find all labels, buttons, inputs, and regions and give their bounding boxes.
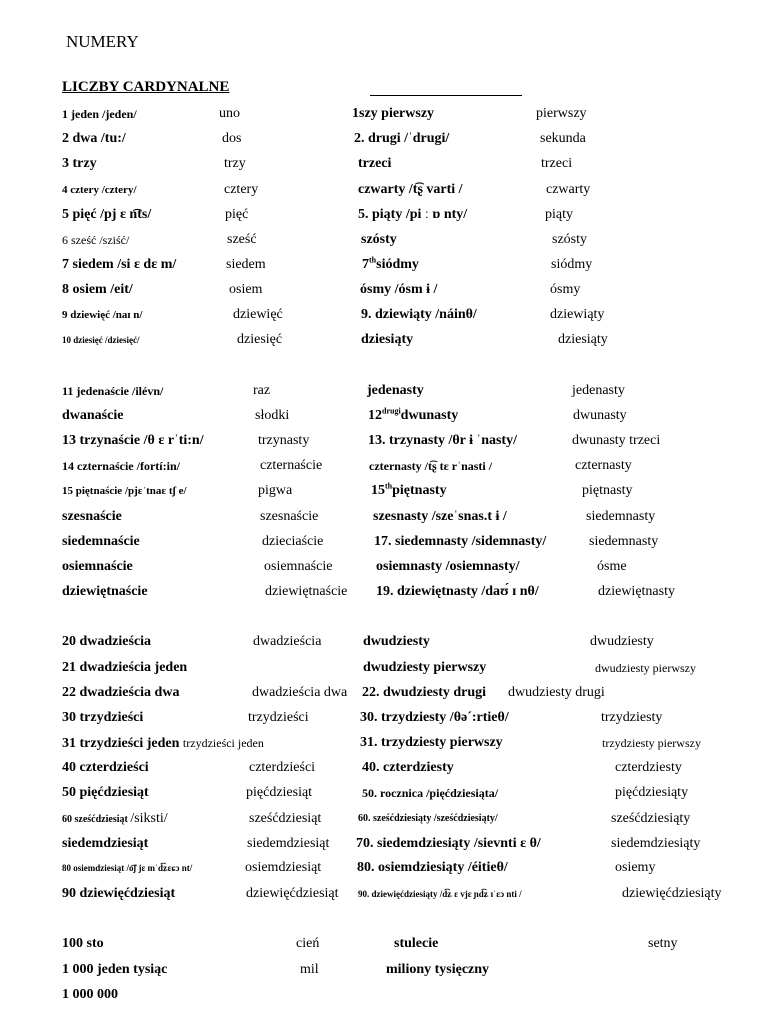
translation-cell: czternaście: [260, 458, 323, 473]
cardinal-cell: 40 czterdzieści: [62, 760, 149, 775]
number-row: [0, 961, 768, 981]
cardinal-cell: 5 pięć /pj ɛ n͡ts/: [62, 207, 152, 222]
ordinal-translation-cell: dwudziesty: [590, 634, 654, 649]
number-row: [0, 684, 768, 704]
ordinal-cell: 17. siedemnasty /sidemnasty/: [374, 534, 547, 549]
cardinal-cell: [62, 810, 168, 829]
ordinal-translation-cell: sekunda: [540, 131, 586, 146]
translation-cell: osiem: [229, 282, 263, 297]
translation-cell: pięćdziesiąt: [246, 785, 313, 800]
ordinal-translation-cell: siedemnasty: [589, 534, 659, 549]
ordinal-cell: 31. trzydziesty pierwszy: [360, 735, 503, 750]
translation-cell: mil: [300, 962, 319, 977]
number-row: [0, 633, 768, 653]
translation-cell: siedem: [226, 257, 266, 272]
ordinal-translation-cell: dziewięćdziesiąty: [622, 886, 722, 901]
number-row: [0, 835, 768, 855]
cardinal-cell: 100 sto: [62, 936, 104, 951]
translation-cell: dwadzieścia dwa: [252, 685, 348, 700]
ordinal-cell: miliony tysięczny: [386, 962, 490, 977]
ordinal-cell: 50. rocznica /pięćdziesiąta/: [362, 786, 499, 800]
ordinal-translation-cell: pięćdziesiąty: [615, 785, 689, 800]
number-row: [0, 130, 768, 150]
ordinal-cell: 9. dziewiąty /náinθ/: [361, 307, 477, 322]
cardinal-cell: 1 000 jeden tysiąc: [62, 962, 168, 977]
translation-cell: pięć: [225, 207, 249, 222]
ordinal-suffix: th: [385, 481, 393, 491]
ordinal-translation-cell: czterdziesty: [615, 760, 682, 775]
translation-cell: słodki: [255, 408, 290, 423]
number-row: [0, 306, 768, 326]
translation-cell: czterdzieści: [249, 760, 316, 775]
number-row: [0, 105, 768, 125]
blank-underline: [370, 95, 522, 96]
ordinal-translation-cell: czternasty: [575, 458, 632, 473]
cardinal-cell: dziewiętnaście: [62, 584, 148, 599]
ordinal-cell: [368, 407, 458, 425]
ordinal-cell: 5. piąty /pi ː ɒ nty/: [358, 207, 468, 222]
ordinal-cell: dwudziesty pierwszy: [363, 660, 487, 675]
ordinal-cell: stulecie: [394, 936, 439, 951]
ordinal-cell: 80. osiemdziesiąty /éitieθ/: [357, 860, 508, 875]
ordinal-translation-cell: dziewiętnasty: [598, 584, 675, 599]
number-row: [0, 583, 768, 603]
ordinal-translation-cell: dziesiąty: [558, 332, 608, 347]
ordinal-translation-cell: trzydziesty pierwszy: [602, 736, 701, 750]
ordinal-translation-cell: osiemy: [615, 860, 656, 875]
number-row: [0, 508, 768, 528]
cardinal-cell: siedemdziesiąt: [62, 836, 149, 851]
ordinal-word: siódmy: [376, 257, 419, 272]
cardinal-cell: 1 jeden /jeden/: [62, 107, 137, 121]
ordinal-cell: dwudziesty: [363, 634, 430, 649]
ordinal-cell: czwarty /t͡ʂ varti /: [358, 182, 463, 197]
cardinal-translation-inline: trzydzieści jeden: [182, 736, 264, 750]
cardinal-cell: szesnaście: [62, 509, 122, 524]
ordinal-cell: 40. czterdziesty: [362, 760, 454, 775]
number-row: [0, 533, 768, 553]
ordinal-cell: 19. dziewiętnasty /daʊ́ ɪ nθ/: [376, 584, 539, 599]
translation-cell: sześćdziesiąt: [249, 811, 322, 826]
translation-cell: osiemnaście: [264, 559, 333, 574]
cardinal-cell: 7 siedem /si ɛ dɛ m/: [62, 257, 177, 272]
number-row: [0, 231, 768, 251]
cardinal-cell: 6 sześć /sziść/: [62, 233, 130, 247]
translation-cell: siedemdziesiąt: [247, 836, 330, 851]
cardinal-cell: 14 czternaście /fortí:in/: [62, 459, 180, 473]
ordinal-number: 12: [368, 408, 382, 423]
ordinal-translation-cell: dwudziesty pierwszy: [595, 661, 696, 675]
ordinal-cell: jedenasty: [367, 383, 424, 398]
ordinal-cell: 22. dwudziesty drugi: [362, 685, 487, 700]
ordinal-cell: trzeci: [358, 156, 392, 171]
cardinal-cell: 80 osiemdziesiąt /o͡ʃ jɛ mˈd͡ʑɛɕɔ nt/: [62, 863, 193, 873]
ordinal-translation-cell: czwarty: [546, 182, 591, 197]
ordinal-translation-cell: sześćdziesiąty: [611, 811, 691, 826]
ordinal-cell: [362, 256, 419, 274]
ordinal-cell: szósty: [361, 232, 397, 247]
number-row: [0, 885, 768, 905]
cardinal-cell: 3 trzy: [62, 156, 97, 171]
translation-cell: sześć: [227, 232, 257, 247]
cardinal-text: 60 sześćdziesiąt: [62, 814, 128, 825]
translation-cell: uno: [219, 106, 240, 121]
number-row: [0, 784, 768, 804]
cardinal-cell: 11 jedenaście /ilévn/: [62, 384, 164, 398]
cardinal-cell: 9 dziewięć /naɪ n/: [62, 309, 143, 321]
ordinal-cell: [371, 482, 447, 500]
ordinal-translation-cell: jedenasty: [572, 383, 625, 398]
cardinal-cell: 50 pięćdziesiąt: [62, 785, 149, 800]
translation-cell: szesnaście: [260, 509, 319, 524]
translation-cell: dwadzieścia: [253, 634, 322, 649]
ordinal-translation-cell: pierwszy: [536, 106, 587, 121]
ordinal-cell: czternasty /t͡ʂ tɛ rˈnasti /: [369, 459, 493, 473]
cardinal-cell: [62, 734, 264, 753]
cardinal-pronunciation: /siksti/: [130, 811, 168, 826]
translation-cell: dos: [222, 131, 242, 146]
cardinal-cell: 20 dwadzieścia: [62, 634, 152, 649]
ordinal-translation-cell: siódmy: [551, 257, 593, 272]
translation-cell: dzieciaście: [262, 534, 324, 549]
ordinal-suffix: drugi: [382, 406, 401, 416]
ordinal-translation-cell: dwunasty: [573, 408, 627, 423]
ordinal-translation-cell: setny: [648, 936, 678, 951]
number-row: [0, 281, 768, 301]
cardinal-cell: 30 trzydzieści: [62, 710, 144, 725]
ordinal-translation-cell: ósme: [597, 559, 627, 574]
cardinal-cell: 2 dwa /tu:/: [62, 131, 126, 146]
cardinal-cell: dwanaście: [62, 408, 124, 423]
number-row: [0, 659, 768, 679]
ordinal-number: 15: [371, 483, 385, 498]
number-row: [0, 734, 768, 754]
translation-cell: dziewiętnaście: [265, 584, 348, 599]
number-row: [0, 181, 768, 201]
ordinal-cell: szesnasty /szeˈsnas.t ɨ /: [373, 509, 507, 524]
cardinal-cell: 22 dwadzieścia dwa: [62, 685, 180, 700]
number-row: [0, 382, 768, 402]
ordinal-translation-cell: dziewiąty: [550, 307, 605, 322]
number-row: [0, 256, 768, 276]
ordinal-translation-cell: dwunasty trzeci: [572, 433, 661, 448]
number-row: [0, 709, 768, 729]
number-row: [0, 759, 768, 779]
number-row: [0, 206, 768, 226]
translation-cell: dziewięć: [233, 307, 283, 322]
ordinal-translation-cell: trzydziesty: [601, 710, 663, 725]
translation-cell: trzydzieści: [248, 710, 309, 725]
translation-cell: osiemdziesiąt: [245, 860, 322, 875]
number-row: [0, 935, 768, 955]
cardinal-text: 31 trzydzieści jeden: [62, 736, 180, 751]
ordinal-translation-cell: piąty: [545, 207, 573, 222]
translation-cell: trzynasty: [258, 433, 310, 448]
cardinal-cell: 90 dziewięćdziesiąt: [62, 886, 176, 901]
ordinal-cell: 60. sześćdziesiąty /sześćdziesiąty/: [358, 813, 498, 824]
ordinal-translation-cell: siedemdziesiąty: [611, 836, 701, 851]
number-row: [0, 482, 768, 502]
cardinal-cell: 8 osiem /eit/: [62, 282, 133, 297]
number-row: [0, 432, 768, 452]
translation-cell: cztery: [224, 182, 259, 197]
ordinal-cell: 1szy pierwszy: [352, 106, 435, 121]
ordinal-cell: ósmy /ósm ɨ /: [360, 282, 438, 297]
cardinal-cell: 1 000 000: [62, 987, 118, 1002]
number-row: [0, 155, 768, 175]
number-row: [0, 331, 768, 351]
cardinal-cell: 21 dwadzieścia jeden: [62, 660, 188, 675]
ordinal-cell: 2. drugi /ˈdrugi/: [354, 131, 450, 146]
ordinal-cell: dziesiąty: [361, 332, 414, 347]
translation-cell: trzy: [224, 156, 246, 171]
number-row: [0, 859, 768, 879]
cardinal-cell: 10 dziesięć /dziesięć/: [62, 335, 140, 345]
translation-cell: pigwa: [258, 483, 293, 498]
cardinal-cell: 13 trzynaście /θ ɛ rˈti:n/: [62, 433, 204, 448]
ordinal-cell: osiemnasty /osiemnasty/: [376, 559, 520, 574]
cardinal-cell: 15 piętnaście /pjɛˈtnaɛ tʃ e/: [62, 485, 187, 497]
number-row: [0, 810, 768, 830]
cardinal-cell: 4 cztery /cztery/: [62, 184, 137, 196]
ordinal-number: 7: [362, 257, 369, 272]
page-title: NUMERY: [66, 32, 139, 51]
translation-cell: cień: [296, 936, 320, 951]
number-row: [0, 407, 768, 427]
translation-cell: raz: [253, 383, 271, 398]
ordinal-translation-cell: ósmy: [550, 282, 581, 297]
translation-cell: dziewięćdziesiąt: [246, 886, 339, 901]
section-heading: LICZBY CARDYNALNE: [62, 79, 230, 95]
ordinal-translation-inline: dwudziesty drugi: [508, 685, 605, 700]
ordinal-translation-cell: siedemnasty: [586, 509, 656, 524]
ordinal-suffix: th: [369, 255, 377, 265]
number-row: [0, 558, 768, 578]
ordinal-translation-cell: trzeci: [541, 156, 573, 171]
translation-cell: dziesięć: [237, 332, 283, 347]
number-row: [0, 986, 768, 1006]
ordinal-translation-cell: szósty: [552, 232, 587, 247]
ordinal-cell: 13. trzynasty /θr ɨ ˈnasty/: [368, 433, 517, 448]
ordinal-word: piętnasty: [392, 483, 447, 498]
ordinal-cell: 30. trzydziesty /θəˊ:rtieθ/: [360, 710, 509, 725]
ordinal-cell: 90. dziewięćdziesiąty /d͡ʑ ɛ vjɛ ɲd͡ʑ ɪˈɛɔ nti /: [358, 889, 522, 899]
ordinal-cell: 70. siedemdziesiąty /sievnti ɛ θ/: [356, 836, 541, 851]
cardinal-cell: osiemnaście: [62, 559, 133, 574]
number-row: [0, 457, 768, 477]
ordinal-word: dwunasty: [400, 408, 459, 423]
ordinal-translation-cell: piętnasty: [582, 483, 633, 498]
cardinal-cell: siedemnaście: [62, 534, 140, 549]
